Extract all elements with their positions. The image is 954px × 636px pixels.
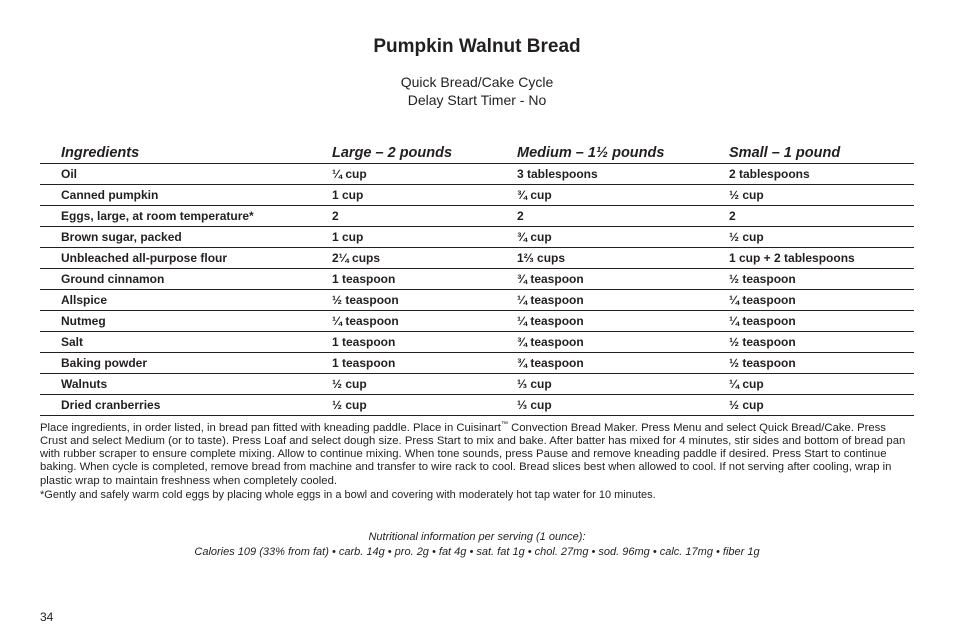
large-amount: 2¼ cups bbox=[332, 248, 517, 269]
small-amount: ½ cup bbox=[729, 185, 914, 206]
table-row bbox=[40, 332, 914, 353]
instructions-text-start: Place ingredients, in order listed, in bread pan fitted with kneading paddle. Place in Cuisinart bbox=[40, 421, 501, 434]
table-row bbox=[40, 269, 914, 290]
ingredient-name: Walnuts bbox=[40, 374, 332, 395]
large-amount: 2 bbox=[332, 206, 517, 227]
ingredient-name: Dried cranberries bbox=[40, 395, 332, 416]
medium-amount: ¾ teaspoon bbox=[517, 332, 729, 353]
ingredient-name: Brown sugar, packed bbox=[40, 227, 332, 248]
small-amount: ½ cup bbox=[729, 227, 914, 248]
medium-amount: ¼ teaspoon bbox=[517, 311, 729, 332]
small-amount: ½ teaspoon bbox=[729, 332, 914, 353]
small-amount: ½ teaspoon bbox=[729, 353, 914, 374]
instructions-paragraph bbox=[40, 418, 914, 488]
header-medium: Medium – 1½ pounds bbox=[517, 141, 729, 164]
delay-subtitle: Delay Start Timer - No bbox=[407, 92, 547, 108]
large-amount: ¼ cup bbox=[332, 164, 517, 185]
ingredient-name: Oil bbox=[40, 164, 332, 185]
medium-amount: ⅓ cup bbox=[517, 374, 729, 395]
table-header-row bbox=[40, 141, 914, 164]
large-amount: 1 teaspoon bbox=[332, 353, 517, 374]
table-row bbox=[40, 206, 914, 227]
small-amount: ½ teaspoon bbox=[729, 269, 914, 290]
table-row bbox=[40, 374, 914, 395]
small-amount: ¼ cup bbox=[729, 374, 914, 395]
header-ingredients: Ingredients bbox=[40, 141, 332, 164]
large-amount: ¼ teaspoon bbox=[332, 311, 517, 332]
table-row bbox=[40, 395, 914, 416]
large-amount: 1 teaspoon bbox=[332, 332, 517, 353]
large-amount: 1 teaspoon bbox=[332, 269, 517, 290]
egg-footnote: *Gently and safely warm cold eggs by placing whole eggs in a bowl and covering with moderately hot tap water for 10 minutes. bbox=[40, 489, 656, 501]
instructions-text-rest: Convection Bread Maker. Press Menu and select Quick Bread/Cake. Press Crust and select Medium (or to taste). Press Loaf and select dough size. Press Start to mix and bake. After batter has mixed for 4 minutes, stir sides and bottom of bread pan with rubber scraper to ensure complete mixing. Allow to continue mixing. When tone sounds, press Pause and remove kneading paddle if desired. Press Start to continue baking. When cycle is completed, remove bread from machine and transfer to wire rack to cool. Bread slices best when allowed to cool. If not serving after cooling, wrap in plastic wrap to maintain freshness when completely cooled. bbox=[40, 421, 906, 487]
table-row bbox=[40, 164, 914, 185]
medium-amount: 3 tablespoons bbox=[517, 164, 729, 185]
medium-amount: ¾ teaspoon bbox=[517, 269, 729, 290]
table-row bbox=[40, 353, 914, 374]
table-row bbox=[40, 248, 914, 269]
ingredient-name: Unbleached all-purpose flour bbox=[40, 248, 332, 269]
small-amount: 1 cup + 2 tablespoons bbox=[729, 248, 914, 269]
small-amount: ¼ teaspoon bbox=[729, 311, 914, 332]
large-amount: 1 cup bbox=[332, 185, 517, 206]
medium-amount: ⅓ cup bbox=[517, 395, 729, 416]
medium-amount: ¼ teaspoon bbox=[517, 290, 729, 311]
ingredient-name: Nutmeg bbox=[40, 311, 332, 332]
ingredients-table bbox=[40, 141, 914, 416]
small-amount: ½ cup bbox=[729, 395, 914, 416]
large-amount: 1 cup bbox=[332, 227, 517, 248]
small-amount: ¼ teaspoon bbox=[729, 290, 914, 311]
large-amount: ½ cup bbox=[332, 374, 517, 395]
recipe-title: Pumpkin Walnut Bread bbox=[373, 36, 581, 57]
header-small: Small – 1 pound bbox=[729, 141, 914, 164]
medium-amount: ¾ teaspoon bbox=[517, 353, 729, 374]
medium-amount: 2 bbox=[517, 206, 729, 227]
cycle-subtitle: Quick Bread/Cake Cycle bbox=[400, 74, 554, 90]
page-number: 34 bbox=[40, 610, 54, 624]
ingredient-name: Eggs, large, at room temperature* bbox=[40, 206, 332, 227]
medium-amount: 1⅔ cups bbox=[517, 248, 729, 269]
small-amount: 2 tablespoons bbox=[729, 164, 914, 185]
ingredient-name: Allspice bbox=[40, 290, 332, 311]
ingredient-name: Ground cinnamon bbox=[40, 269, 332, 290]
table-row bbox=[40, 227, 914, 248]
ingredient-name: Canned pumpkin bbox=[40, 185, 332, 206]
large-amount: ½ cup bbox=[332, 395, 517, 416]
table-row bbox=[40, 185, 914, 206]
medium-amount: ¾ cup bbox=[517, 227, 729, 248]
medium-amount: ¾ cup bbox=[517, 185, 729, 206]
table-row bbox=[40, 311, 914, 332]
trademark-mark: ™ bbox=[500, 421, 508, 428]
large-amount: ½ teaspoon bbox=[332, 290, 517, 311]
table-row bbox=[40, 290, 914, 311]
small-amount: 2 bbox=[729, 206, 914, 227]
ingredient-name: Salt bbox=[40, 332, 332, 353]
nutrition-values: Calories 109 (33% from fat) • carb. 14g • pro. 2g • fat 4g • sat. fat 1g • chol. 27mg • sod. 96mg • calc. 17mg • fiber 1g bbox=[194, 546, 760, 558]
ingredient-name: Baking powder bbox=[40, 353, 332, 374]
nutrition-heading: Nutritional information per serving (1 ounce): bbox=[368, 531, 586, 543]
header-large: Large – 2 pounds bbox=[332, 141, 517, 164]
